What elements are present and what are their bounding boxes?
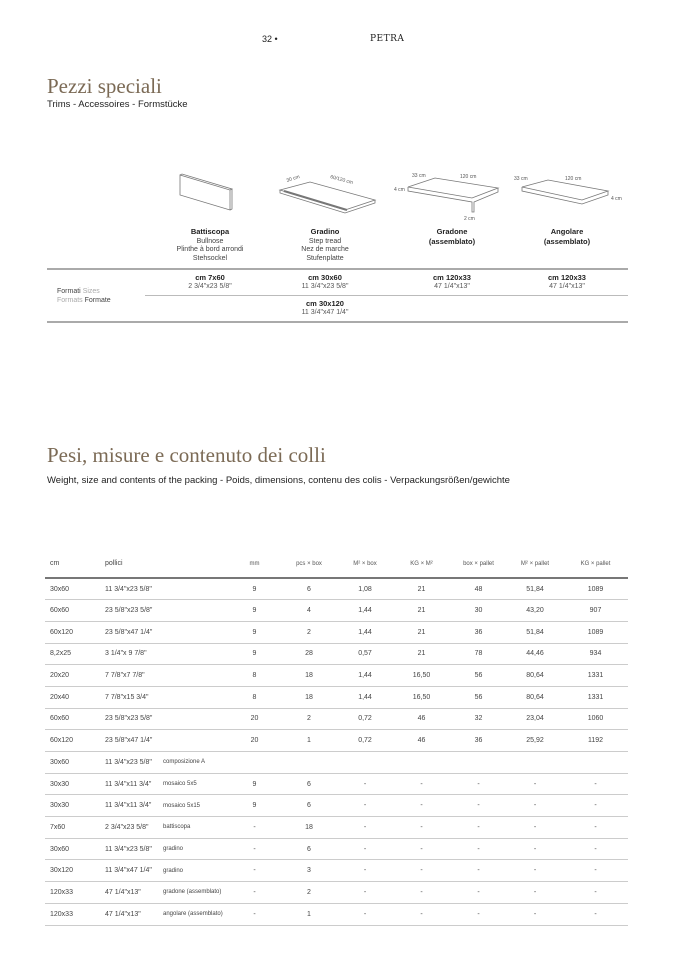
table-cell: -	[450, 773, 507, 795]
table-cell	[158, 730, 228, 752]
table-cell	[158, 578, 228, 600]
svg-text:33 cm: 33 cm	[514, 176, 528, 182]
packing-table	[45, 550, 628, 926]
column-header	[393, 550, 450, 578]
divider	[145, 295, 628, 296]
table-cell: 46	[393, 730, 450, 752]
table-cell: -	[337, 817, 393, 839]
table-cell: 3 1/4"x 9 7/8"	[100, 643, 158, 665]
table-cell: 11 3/4"x11 3/4"	[100, 795, 158, 817]
table-cell: 4	[281, 600, 337, 622]
table-cell: 1	[281, 903, 337, 925]
table-cell	[337, 752, 393, 774]
table-cell: 60x60	[45, 600, 100, 622]
table-cell: 11 3/4"x23 5/8"	[100, 838, 158, 860]
table-cell: 11 3/4"x11 3/4"	[100, 773, 158, 795]
table-cell: 28	[281, 643, 337, 665]
gradone-drawing	[408, 178, 498, 212]
table-cell: 9	[228, 643, 281, 665]
table-cell: 2	[281, 621, 337, 643]
table-cell: 48	[450, 578, 507, 600]
table-cell: 21	[393, 643, 450, 665]
table-cell: 7 7/8"x7 7/8"	[100, 665, 158, 687]
table-cell: gradone (assemblato)	[158, 882, 228, 904]
table-cell: 1,08	[337, 578, 393, 600]
table-cell: 9	[228, 600, 281, 622]
packing-title: Pesi, misure e contenuto dei colli	[47, 443, 326, 467]
table-cell: 32	[450, 708, 507, 730]
table-cell: 7x60	[45, 817, 100, 839]
table-cell: 21	[393, 600, 450, 622]
table-cell: 2	[281, 708, 337, 730]
table-cell: 18	[281, 817, 337, 839]
trim-gradino: Gradino Step tread Nez de marche Stufenplatte	[301, 227, 349, 262]
table-cell: -	[393, 838, 450, 860]
table-cell: -	[228, 838, 281, 860]
table-cell: 30x60	[45, 752, 100, 774]
svg-text:30 cm: 30 cm	[285, 173, 301, 184]
svg-text:33 cm: 33 cm	[412, 173, 426, 179]
table-cell: -	[228, 860, 281, 882]
brand-name: PETRA	[370, 34, 405, 44]
table-cell: 6	[281, 773, 337, 795]
format-battiscopa: cm 7x60 2 3/4"x23 5/8"	[188, 273, 232, 290]
table-cell: -	[393, 882, 450, 904]
table-cell: 56	[450, 665, 507, 687]
battiscopa-drawing	[180, 174, 232, 210]
column-header	[507, 550, 563, 578]
trim-angolare: Angolare (assemblato)	[543, 227, 591, 246]
table-cell: 36	[450, 621, 507, 643]
column-header	[228, 550, 281, 578]
table-cell: 1331	[563, 686, 628, 708]
column-header	[450, 550, 507, 578]
table-cell: 9	[228, 795, 281, 817]
divider	[47, 268, 628, 270]
table-cell	[450, 752, 507, 774]
table-cell: mosaico 5x5	[158, 773, 228, 795]
table-cell: 51,84	[507, 578, 563, 600]
table-cell	[158, 686, 228, 708]
table-cell: 1331	[563, 665, 628, 687]
page-number: 32 •	[262, 34, 278, 44]
table-cell: mosaico 5x15	[158, 795, 228, 817]
packing-icon: KG × pallet	[580, 561, 611, 567]
table-cell: 6	[281, 795, 337, 817]
table-row	[45, 643, 628, 665]
table-row	[45, 860, 628, 882]
table-cell: 16,50	[393, 665, 450, 687]
table-cell: 80,64	[507, 686, 563, 708]
trims-title: Pezzi speciali	[47, 74, 162, 98]
table-cell: -	[563, 882, 628, 904]
table-cell: 120x33	[45, 903, 100, 925]
table-cell	[228, 752, 281, 774]
packing-icon: M² × box	[353, 561, 377, 567]
table-cell: 18	[281, 665, 337, 687]
svg-text:2 cm: 2 cm	[464, 216, 475, 222]
table-cell: 3	[281, 860, 337, 882]
table-cell: 2	[281, 882, 337, 904]
packing-subtitle: Weight, size and contents of the packing - Poids, dimensions, contenu des colis - Verpackungsrößen/gewichte	[47, 475, 510, 486]
table-cell: 20	[228, 708, 281, 730]
table-cell: 7 7/8"x15 3/4"	[100, 686, 158, 708]
formats-label: Formati Sizes Formats Formate	[57, 288, 111, 304]
table-cell: -	[450, 795, 507, 817]
table-cell: 6	[281, 838, 337, 860]
table-cell: 30	[450, 600, 507, 622]
table-cell	[393, 752, 450, 774]
table-cell	[158, 600, 228, 622]
table-cell: 23 5/8"x23 5/8"	[100, 708, 158, 730]
table-row	[45, 730, 628, 752]
table-cell: -	[507, 795, 563, 817]
table-cell: 60x120	[45, 730, 100, 752]
table-cell: 46	[393, 708, 450, 730]
table-cell: 30x120	[45, 860, 100, 882]
table-cell: 56	[450, 686, 507, 708]
table-cell: -	[337, 882, 393, 904]
table-cell: -	[450, 860, 507, 882]
table-cell: -	[450, 903, 507, 925]
table-row	[45, 621, 628, 643]
table-cell: -	[563, 773, 628, 795]
table-cell: -	[337, 773, 393, 795]
table-cell: -	[563, 860, 628, 882]
table-cell: 36	[450, 730, 507, 752]
table-cell: 23 5/8"x47 1/4"	[100, 730, 158, 752]
table-cell: 1,44	[337, 621, 393, 643]
table-cell: -	[337, 838, 393, 860]
table-cell: 23,04	[507, 708, 563, 730]
svg-text:4 cm: 4 cm	[394, 187, 405, 193]
table-cell: -	[393, 795, 450, 817]
packing-icon: pcs × box	[296, 561, 322, 567]
table-cell: 1192	[563, 730, 628, 752]
table-cell: -	[450, 817, 507, 839]
table-cell: 60x120	[45, 621, 100, 643]
table-cell: -	[337, 795, 393, 817]
table-cell: 47 1/4"x13"	[100, 882, 158, 904]
table-header	[45, 550, 628, 578]
table-cell: 1,44	[337, 600, 393, 622]
table-cell: 47 1/4"x13"	[100, 903, 158, 925]
table-cell	[158, 621, 228, 643]
trim-drawings	[150, 160, 650, 225]
table-cell: angolare (assemblato)	[158, 903, 228, 925]
table-cell: 30x60	[45, 578, 100, 600]
table-cell: -	[228, 903, 281, 925]
table-cell: 30x30	[45, 795, 100, 817]
format-gradino-60: cm 30x60 11 3/4"x23 5/8"	[301, 273, 349, 290]
column-header	[281, 550, 337, 578]
format-gradino-120: cm 30x120 11 3/4"x47 1/4"	[301, 299, 349, 316]
table-cell: 30x30	[45, 773, 100, 795]
table-cell: 1060	[563, 708, 628, 730]
table-cell: gradino	[158, 838, 228, 860]
table-cell: 8,2x25	[45, 643, 100, 665]
trim-gradone: Gradone (assemblato)	[428, 227, 476, 246]
table-cell: -	[563, 903, 628, 925]
column-header: cm	[45, 550, 100, 578]
table-cell: 1,44	[337, 665, 393, 687]
table-cell: 8	[228, 665, 281, 687]
table-cell: 0,72	[337, 708, 393, 730]
table-row	[45, 665, 628, 687]
table-cell: 44,46	[507, 643, 563, 665]
table-cell: -	[563, 838, 628, 860]
table-cell: gradino	[158, 860, 228, 882]
table-cell	[281, 752, 337, 774]
table-cell: 1089	[563, 621, 628, 643]
table-cell: 1	[281, 730, 337, 752]
table-cell: 80,64	[507, 665, 563, 687]
table-cell: -	[507, 773, 563, 795]
table-cell: 43,20	[507, 600, 563, 622]
table-cell: 23 5/8"x47 1/4"	[100, 621, 158, 643]
table-cell	[158, 708, 228, 730]
trim-battiscopa: Battiscopa Bullnose Plinthe à bord arrondi Stehsockel	[176, 227, 244, 262]
table-cell: -	[507, 903, 563, 925]
table-cell: 9	[228, 578, 281, 600]
gradino-drawing	[280, 182, 375, 213]
table-row	[45, 600, 628, 622]
table-cell: 20x40	[45, 686, 100, 708]
table-cell: 11 3/4"x23 5/8"	[100, 752, 158, 774]
table-cell: -	[450, 838, 507, 860]
table-row	[45, 686, 628, 708]
table-cell: 8	[228, 686, 281, 708]
format-gradone: cm 120x33 47 1/4"x13"	[433, 273, 471, 290]
table-cell: 23 5/8"x23 5/8"	[100, 600, 158, 622]
table-row	[45, 752, 628, 774]
table-cell	[507, 752, 563, 774]
table-cell: 2 3/4"x23 5/8"	[100, 817, 158, 839]
packing-icon: M² × pallet	[520, 561, 550, 567]
angolare-drawing	[522, 180, 608, 204]
table-cell: 20x20	[45, 665, 100, 687]
table-row	[45, 882, 628, 904]
table-row	[45, 903, 628, 925]
table-cell: -	[563, 795, 628, 817]
table-cell: -	[393, 903, 450, 925]
table-cell	[158, 643, 228, 665]
format-angolare: cm 120x33 47 1/4"x13"	[548, 273, 586, 290]
table-cell: 1,44	[337, 686, 393, 708]
table-row	[45, 708, 628, 730]
table-cell: -	[228, 817, 281, 839]
table-cell: 11 3/4"x47 1/4"	[100, 860, 158, 882]
table-cell: -	[228, 882, 281, 904]
table-cell: 20	[228, 730, 281, 752]
table-cell: -	[393, 817, 450, 839]
table-cell: 9	[228, 621, 281, 643]
table-cell: 9	[228, 773, 281, 795]
svg-text:4 cm: 4 cm	[611, 196, 622, 202]
table-cell: -	[393, 773, 450, 795]
table-cell: -	[507, 882, 563, 904]
column-header	[158, 550, 228, 578]
table-cell: 30x60	[45, 838, 100, 860]
table-cell: 51,84	[507, 621, 563, 643]
table-row	[45, 578, 628, 600]
packing-icon: mm	[249, 561, 260, 567]
table-row	[45, 795, 628, 817]
table-cell: 16,50	[393, 686, 450, 708]
svg-text:60/120 cm: 60/120 cm	[329, 174, 354, 186]
table-cell: -	[507, 838, 563, 860]
packing-icon: box × pallet	[463, 561, 494, 567]
table-cell: 21	[393, 578, 450, 600]
table-cell	[158, 665, 228, 687]
column-header	[563, 550, 628, 578]
svg-text:120 cm: 120 cm	[565, 176, 582, 182]
table-cell: -	[393, 860, 450, 882]
table-cell: 120x33	[45, 882, 100, 904]
table-row	[45, 773, 628, 795]
table-cell: composizione A	[158, 752, 228, 774]
table-cell: 1089	[563, 578, 628, 600]
column-header: pollici	[100, 550, 158, 578]
table-cell: 21	[393, 621, 450, 643]
table-cell: 18	[281, 686, 337, 708]
table-cell: -	[507, 860, 563, 882]
table-cell: 934	[563, 643, 628, 665]
table-cell: battiscopa	[158, 817, 228, 839]
svg-text:120 cm: 120 cm	[460, 174, 477, 180]
column-header	[337, 550, 393, 578]
table-cell: 6	[281, 578, 337, 600]
table-cell: 0,57	[337, 643, 393, 665]
table-row	[45, 838, 628, 860]
table-cell: -	[337, 860, 393, 882]
table-cell: -	[450, 882, 507, 904]
table-cell	[563, 752, 628, 774]
table-cell: 60x60	[45, 708, 100, 730]
table-cell: 25,92	[507, 730, 563, 752]
table-cell: 11 3/4"x23 5/8"	[100, 578, 158, 600]
table-row	[45, 817, 628, 839]
trims-subtitle: Trims - Accessoires - Formstücke	[47, 99, 188, 110]
table-cell: 78	[450, 643, 507, 665]
packing-icon: KG × M²	[410, 561, 433, 567]
table-cell: -	[337, 903, 393, 925]
table-cell: 907	[563, 600, 628, 622]
table-cell: -	[507, 817, 563, 839]
table-cell: -	[563, 817, 628, 839]
table-cell: 0,72	[337, 730, 393, 752]
divider	[47, 321, 628, 323]
